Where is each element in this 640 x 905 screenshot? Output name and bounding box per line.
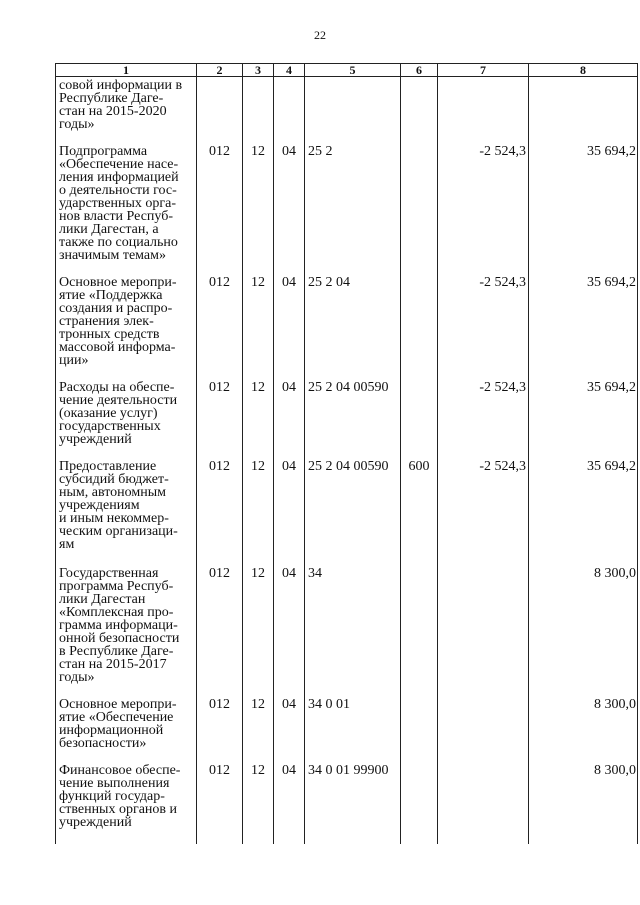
row-expense-type: 600: [401, 460, 438, 553]
table-row: [56, 145, 638, 262]
row-total-amount: 35 694,2: [529, 381, 638, 446]
row-subsection: 04: [274, 276, 305, 367]
table-body: [56, 77, 638, 845]
row-name: Основное меропри- ятие «Поддержка создания и распро- странения элек- тронных средств массовой информа- ции»: [56, 276, 197, 367]
row-target-article: 34: [305, 567, 401, 684]
row-name: Финансовое обеспе- чение выполнения функций государ- ственных органов и учреждений: [56, 764, 197, 844]
row-total-amount: 8 300,0: [529, 567, 638, 684]
budget-table: [55, 63, 638, 844]
row-expense-type: [401, 698, 438, 750]
row-expense-type: [401, 567, 438, 684]
row-spacer: [56, 750, 638, 764]
row-ministry-code: 012: [197, 460, 243, 553]
row-total-amount: 35 694,2: [529, 276, 638, 367]
row-change-amount: -2 524,3: [438, 381, 529, 446]
row-target-article: 25 2 04: [305, 276, 401, 367]
row-spacer: [56, 131, 638, 145]
row-target-article: 25 2 04 00590: [305, 460, 401, 553]
row-target-article: 34 0 01: [305, 698, 401, 750]
row-change-amount: [438, 77, 529, 132]
table-header: [56, 64, 638, 77]
table-row: [56, 764, 638, 844]
header-col-6: 6: [401, 64, 438, 77]
row-change-amount: [438, 567, 529, 684]
row-total-amount: 8 300,0: [529, 698, 638, 750]
header-col-3: 3: [243, 64, 274, 77]
page-number: 22: [314, 28, 326, 42]
header-col-4: 4: [274, 64, 305, 77]
row-name: Предоставление субсидий бюджет- ным, автономным учреждениям и иным некоммер- ческим организаци- ям: [56, 460, 197, 553]
row-name: Государственная программа Респуб- лики Дагестан «Комплексная про- грамма информаци- онной безопасности в Республике Даге- стан на 2015-2017 годы»: [56, 567, 197, 684]
row-spacer: [56, 684, 638, 698]
row-expense-type: [401, 381, 438, 446]
row-total-amount: [529, 77, 638, 132]
row-ministry-code: 012: [197, 764, 243, 844]
header-col-5: 5: [305, 64, 401, 77]
table-row: [56, 381, 638, 446]
row-spacer: [56, 553, 638, 567]
table-row: [56, 276, 638, 367]
row-spacer: [56, 262, 638, 276]
header-col-2: 2: [197, 64, 243, 77]
row-name: Подпрограмма «Обеспечение насе- ления информацией о деятельности гос- ударственных орга- нов власти Респуб- лики Дагестан, а также по социально значимым темам»: [56, 145, 197, 262]
row-ministry-code: 012: [197, 145, 243, 262]
row-name: совой информации в Республике Даге- стан на 2015-2020 годы»: [56, 77, 197, 132]
row-target-article: 25 2: [305, 145, 401, 262]
row-change-amount: -2 524,3: [438, 460, 529, 553]
table-row: [56, 698, 638, 750]
row-section: 12: [243, 567, 274, 684]
row-section: 12: [243, 145, 274, 262]
row-section: 12: [243, 460, 274, 553]
row-ministry-code: 012: [197, 698, 243, 750]
row-section: 12: [243, 381, 274, 446]
row-name: Основное меропри- ятие «Обеспечение информационной безопасности»: [56, 698, 197, 750]
row-subsection: 04: [274, 145, 305, 262]
row-target-article: [305, 77, 401, 132]
row-target-article: 25 2 04 00590: [305, 381, 401, 446]
row-spacer: [56, 367, 638, 381]
row-total-amount: 8 300,0: [529, 764, 638, 844]
row-subsection: [274, 77, 305, 132]
row-subsection: 04: [274, 764, 305, 844]
row-subsection: 04: [274, 460, 305, 553]
row-section: 12: [243, 764, 274, 844]
row-spacer: [56, 446, 638, 460]
row-ministry-code: 012: [197, 567, 243, 684]
row-total-amount: 35 694,2: [529, 460, 638, 553]
row-name: Расходы на обеспе- чение деятельности (оказание услуг) государственных учреждений: [56, 381, 197, 446]
table-row: [56, 77, 638, 132]
row-expense-type: [401, 145, 438, 262]
row-ministry-code: 012: [197, 381, 243, 446]
row-section: [243, 77, 274, 132]
table-row: [56, 567, 638, 684]
row-expense-type: [401, 77, 438, 132]
row-subsection: 04: [274, 567, 305, 684]
row-section: 12: [243, 698, 274, 750]
row-change-amount: -2 524,3: [438, 276, 529, 367]
row-expense-type: [401, 276, 438, 367]
row-target-article: 34 0 01 99900: [305, 764, 401, 844]
header-col-8: 8: [529, 64, 638, 77]
row-change-amount: -2 524,3: [438, 145, 529, 262]
table-row: [56, 460, 638, 553]
row-total-amount: 35 694,2: [529, 145, 638, 262]
header-col-7: 7: [438, 64, 529, 77]
row-subsection: 04: [274, 698, 305, 750]
row-ministry-code: [197, 77, 243, 132]
row-ministry-code: 012: [197, 276, 243, 367]
row-expense-type: [401, 764, 438, 844]
row-section: 12: [243, 276, 274, 367]
row-subsection: 04: [274, 381, 305, 446]
row-change-amount: [438, 698, 529, 750]
row-change-amount: [438, 764, 529, 844]
header-col-1: 1: [56, 64, 197, 77]
